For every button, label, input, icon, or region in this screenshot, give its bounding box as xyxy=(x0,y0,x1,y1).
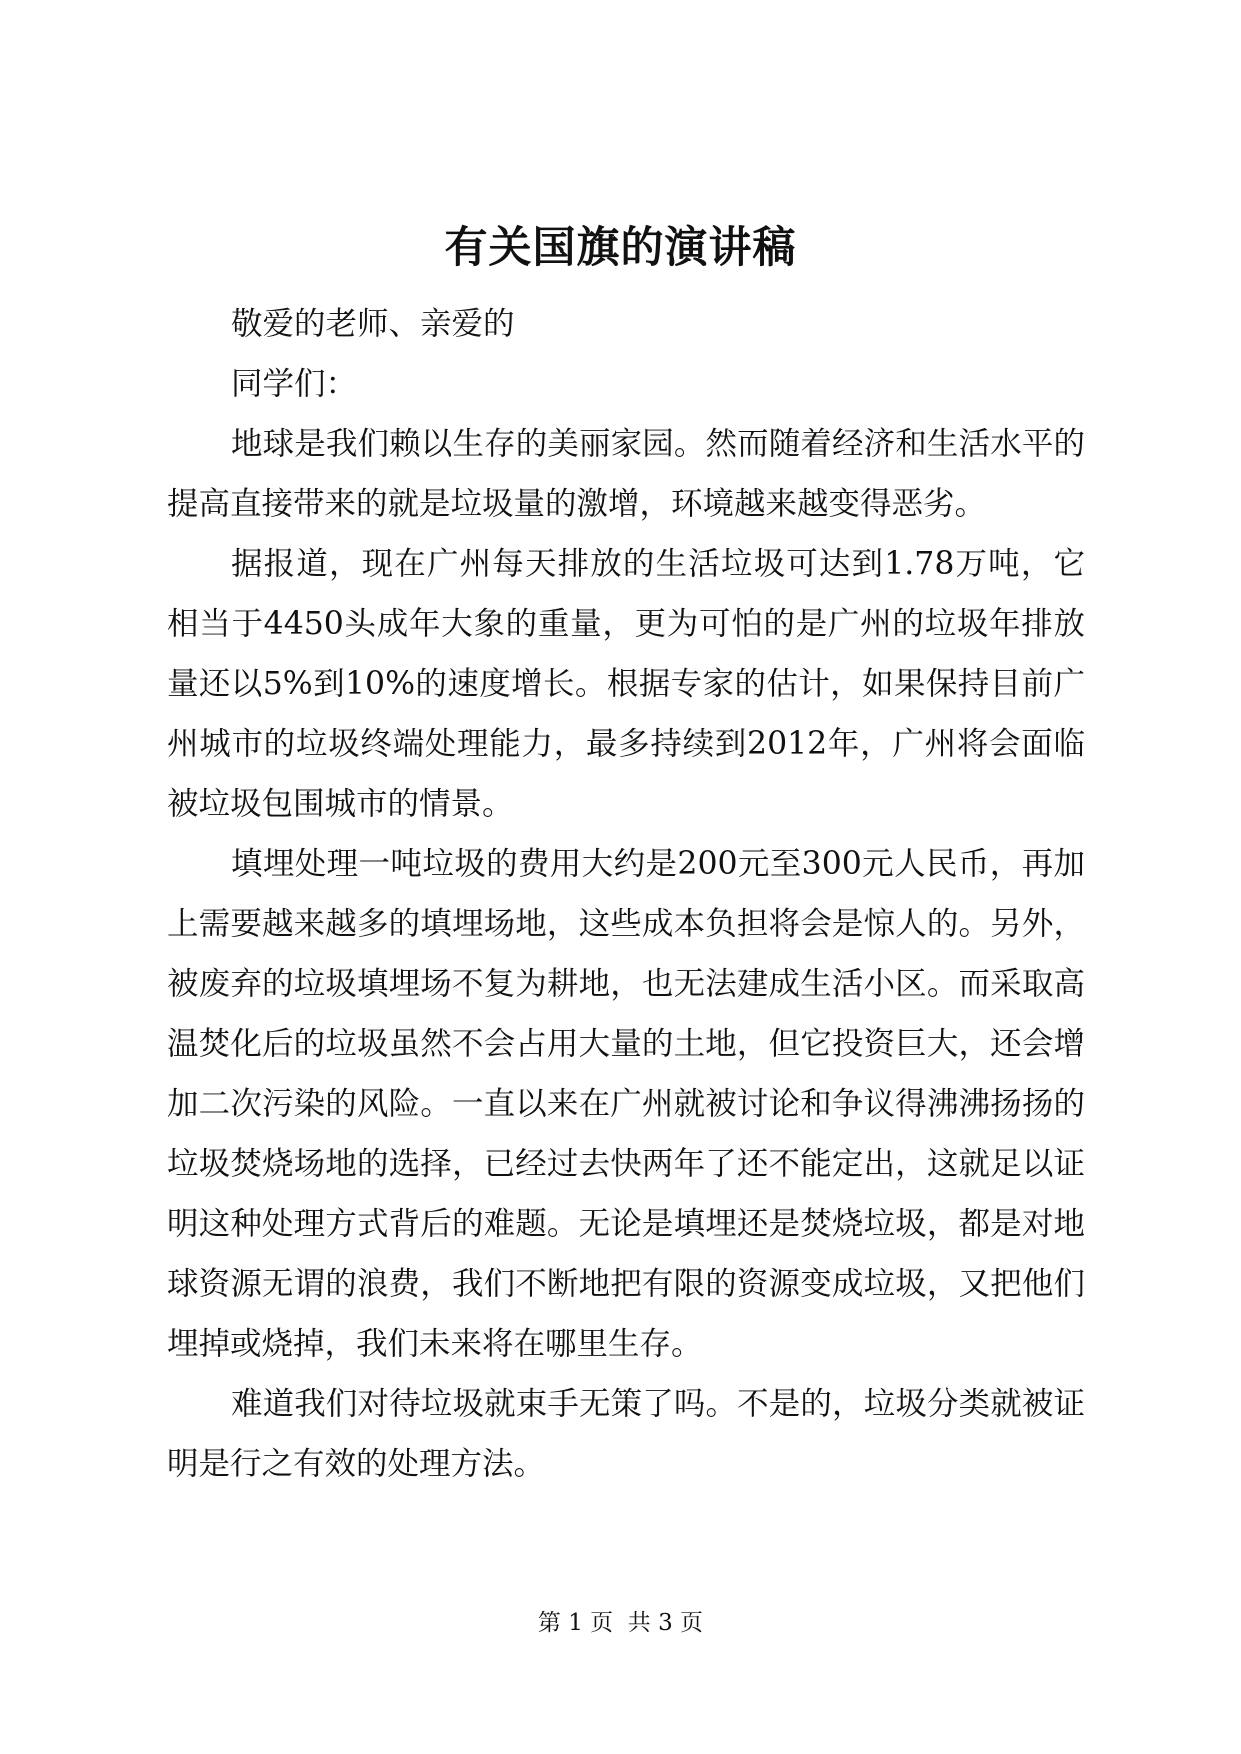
paragraph: 难道我们对待垃圾就束手无策了吗。不是的，垃圾分类就被证明是行之有效的处理方法。 xyxy=(167,1386,1085,1482)
paragraph: 据报道，现在广州每天排放的生活垃圾可达到1.78万吨，它相当于4450头成年大象的重量，更为可怕的是广州的垃圾年排放量还以5%到10%的速度增长。根据专家的估计，如果保持目前广州城市的垃圾终端处理能力，最多持续到2012年，广州将会面临被垃圾包围城市的情景。 xyxy=(167,546,1085,822)
paragraph: 填埋处理一吨垃圾的费用大约是200元至300元人民币，再加上需要越来越多的填埋场地，这些成本负担将会是惊人的。另外，被废弃的垃圾填埋场不复为耕地，也无法建成生活小区。而采取高温焚化后的垃圾虽然不会占用大量的土地，但它投资巨大，还会增加二次污染的风险。一直以来在广州就被讨论和争议得沸沸扬扬的垃圾焚烧场地的选择，已经过去快两年了还不能定出，这就足以证明这种处理方式背后的难题。无论是填埋还是焚烧垃圾，都是对地球资源无谓的浪费，我们不断地把有限的资源变成垃圾，又把他们埋掉或烧掉，我们未来将在哪里生存。 xyxy=(167,846,1085,1362)
page-footer xyxy=(0,1608,1241,1638)
paragraph: 地球是我们赖以生存的美丽家园。然而随着经济和生活水平的提高直接带来的就是垃圾量的激增，环境越来越变得恶劣。 xyxy=(167,426,1085,522)
salutation-line-2: 同学们： xyxy=(231,366,358,402)
page-number-label: 第 1 页 共 3 页 xyxy=(537,1610,704,1636)
document-title: 有关国旗的演讲稿 xyxy=(444,223,797,273)
document-body xyxy=(167,294,1085,1494)
salutation-line-1: 敬爱的老师、亲爱的 xyxy=(231,306,515,342)
